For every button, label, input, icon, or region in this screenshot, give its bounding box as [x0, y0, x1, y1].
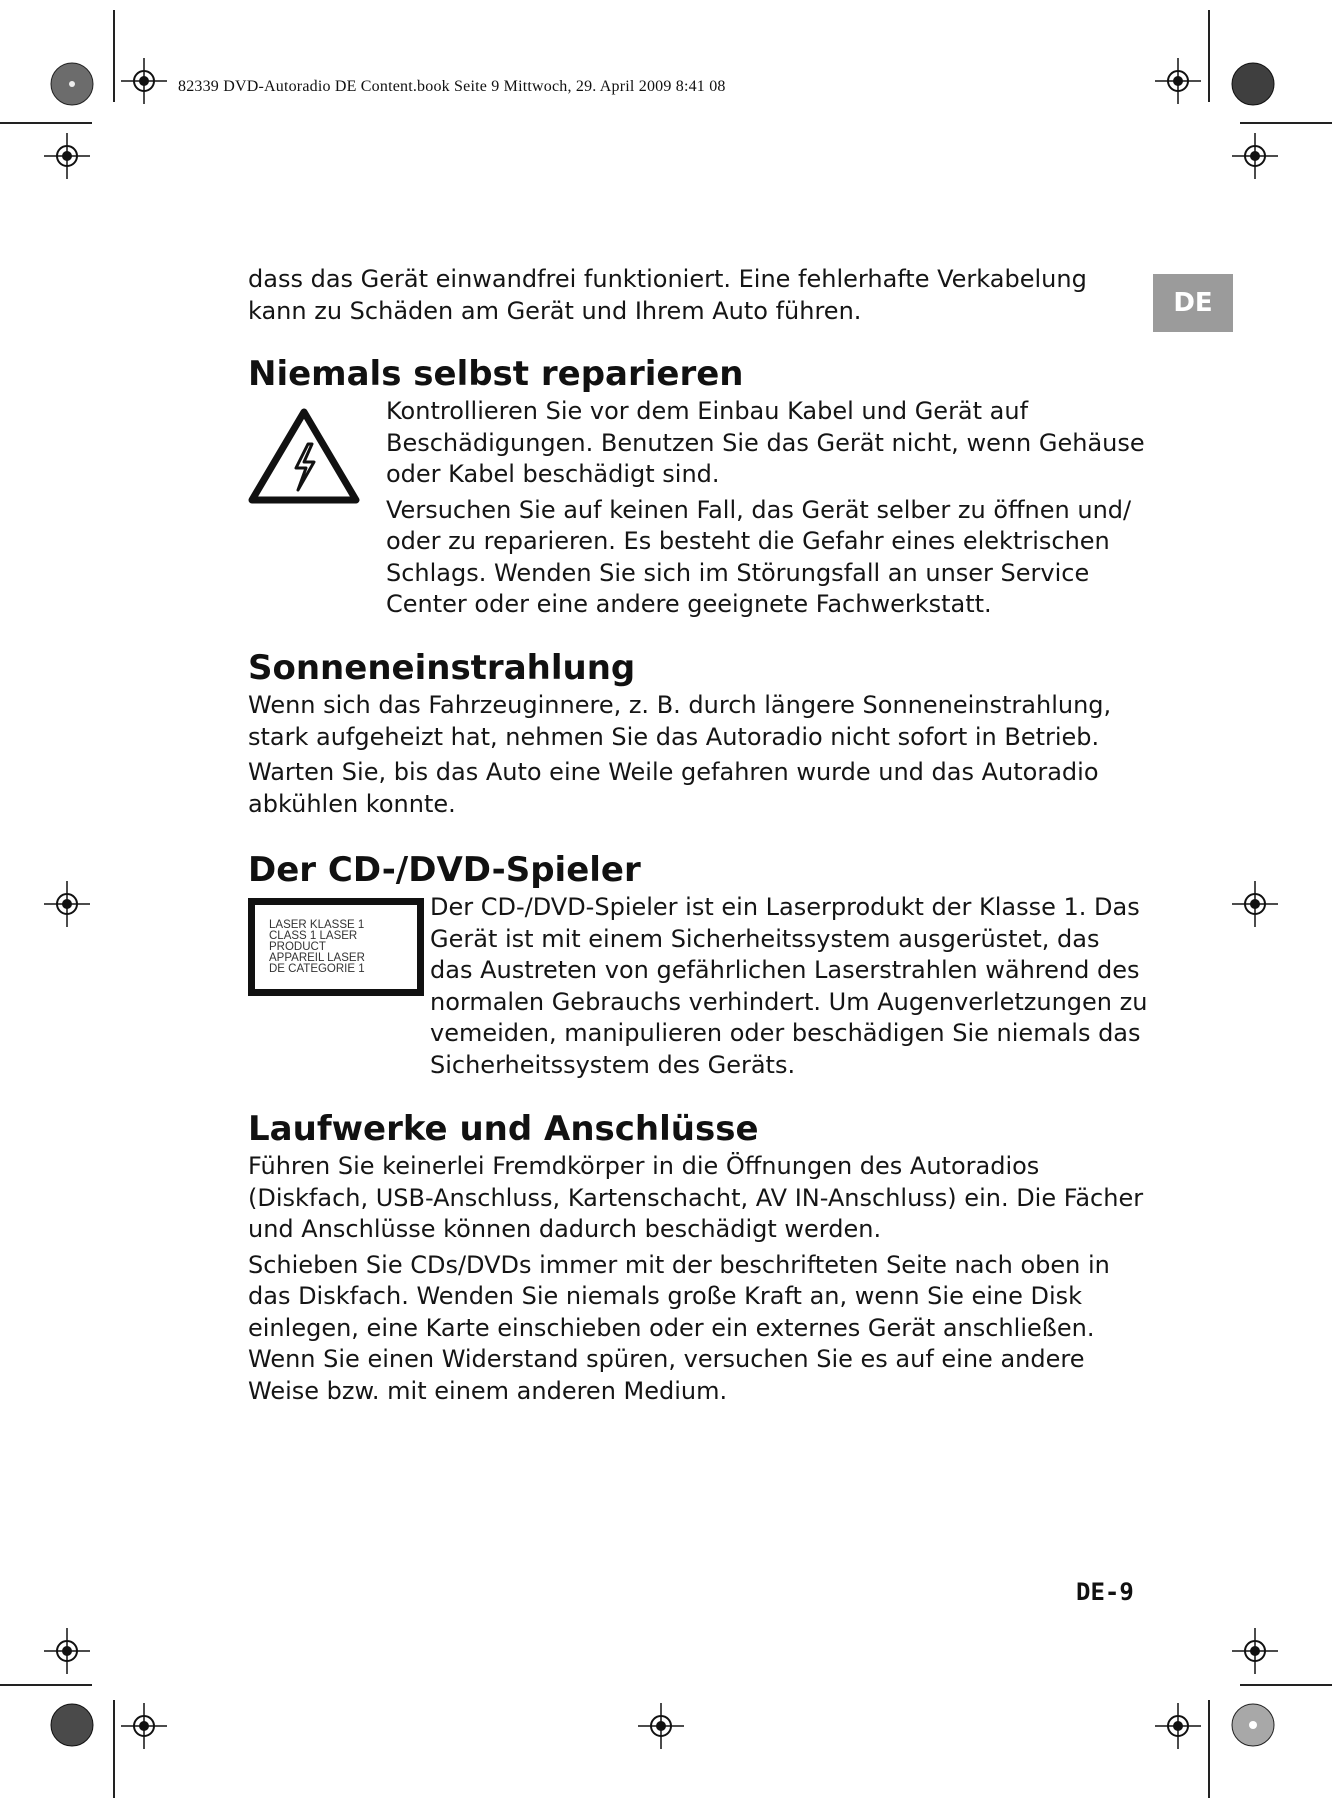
drives-paragraph-2: Schieben Sie CDs/DVDs immer mit der beschrifteten Seite nach oben in das Diskfach. Wenden Sie niemals große Kraft an, wenn Sie eine Disk einlegen, eine Karte einschieben oder ein externes Gerät anschließen. Wenn Sie einen Widerstand spüren, versuchen Sie es auf eine andere Weise bzw. mit einem anderen Medium. [248, 1250, 1110, 1405]
crop-line [0, 1684, 92, 1686]
registration-mark-icon [638, 1703, 684, 1749]
color-wheel-icon [1231, 1703, 1275, 1747]
laser-label-line: LASER KLASSE 1 [269, 918, 365, 931]
registration-mark-icon [1232, 1628, 1278, 1674]
color-wheel-icon [50, 1703, 94, 1747]
print-header: 82339 DVD-Autoradio DE Content.book Seite 9 Mittwoch, 29. April 2009 8:41 08 [178, 78, 726, 95]
color-wheel-icon [1231, 62, 1275, 106]
laser-label-line: APPAREIL LASER [269, 951, 365, 964]
laser-class-label [248, 898, 424, 996]
high-voltage-warning-icon [248, 406, 360, 506]
section-sun [248, 646, 1148, 820]
section-heading: Der CD-/DVD-Spieler [248, 850, 641, 890]
section-repair [248, 352, 1148, 621]
registration-mark-icon [1155, 1703, 1201, 1749]
crop-line [1208, 1700, 1210, 1798]
section-heading: Sonneneinstrahlung [248, 648, 636, 688]
color-wheel-icon [50, 62, 94, 106]
sun-paragraph-1: Wenn sich das Fahrzeuginnere, z. B. durch längere Sonneneinstrahlung, stark aufgeheizt hat, nehmen Sie das Autoradio nicht sofort in Betrieb. [248, 691, 1112, 751]
crop-line [113, 1700, 115, 1798]
registration-mark-icon [44, 133, 90, 179]
registration-mark-icon [1155, 58, 1201, 104]
intro-paragraph: dass das Gerät einwandfrei funktioniert. Eine fehlerhafte Verkabelung kann zu Schäden am Gerät und Ihrem Auto führen. [248, 265, 1087, 325]
player-paragraph: Der CD-/DVD-Spieler ist ein Laserprodukt der Klasse 1. Das Gerät ist mit einem Sicherheitssystem ausgerüstet, das das Austreten von gefährlichen Laserstrahlen während des normalen Gebrauchs verhindert. Um Augenverletzungen zu vemeiden, manipulieren oder beschädigen Sie niemals das Sicherheitssystem des Geräts. [430, 893, 1148, 1079]
registration-mark-icon [121, 1703, 167, 1749]
language-tab: DE [1153, 274, 1233, 332]
drives-paragraph-1: Führen Sie keinerlei Fremdkörper in die Öffnungen des Autoradios (Diskfach, USB-Anschluss, Kartenschacht, AV IN-Anschluss) ein. Die Fächer und Anschlüsse können dadurch beschädigt werden. [248, 1152, 1144, 1243]
repair-paragraph-1: Kontrollieren Sie vor dem Einbau Kabel und Gerät auf Beschädigungen. Benutzen Sie das Gerät nicht, wenn Gehäuse oder Kabel beschädigt sind. [386, 397, 1145, 488]
crop-line [1240, 122, 1332, 124]
crop-line [1208, 10, 1210, 102]
registration-mark-icon [1232, 881, 1278, 927]
registration-mark-icon [44, 1628, 90, 1674]
section-drives [248, 1107, 1148, 1407]
section-heading: Niemals selbst reparieren [248, 354, 744, 394]
section-player [248, 848, 1148, 1081]
intro-block [248, 264, 1148, 327]
repair-paragraph-2: Versuchen Sie auf keinen Fall, das Gerät selber zu öffnen und/ oder zu reparieren. Es besteht die Gefahr eines elektrischen Schlags. Wenden Sie sich im Störungsfall an unser Service Center oder eine andere geeignete Fachwerkstatt. [386, 495, 1132, 618]
crop-line [113, 10, 115, 102]
crop-line [1240, 1684, 1332, 1686]
laser-label-line: PRODUCT [269, 940, 326, 953]
registration-mark-icon [44, 881, 90, 927]
section-heading: Laufwerke und Anschlüsse [248, 1109, 759, 1149]
laser-label-line: DE CATEGORIE 1 [269, 962, 365, 975]
registration-mark-icon [1232, 133, 1278, 179]
page-number: DE-9 [1076, 1578, 1134, 1606]
laser-label-line: CLASS 1 LASER [269, 929, 358, 942]
crop-line [0, 122, 92, 124]
registration-mark-icon [121, 58, 167, 104]
sun-paragraph-2: Warten Sie, bis das Auto eine Weile gefahren wurde und das Autoradio abkühlen konnte. [248, 758, 1099, 818]
